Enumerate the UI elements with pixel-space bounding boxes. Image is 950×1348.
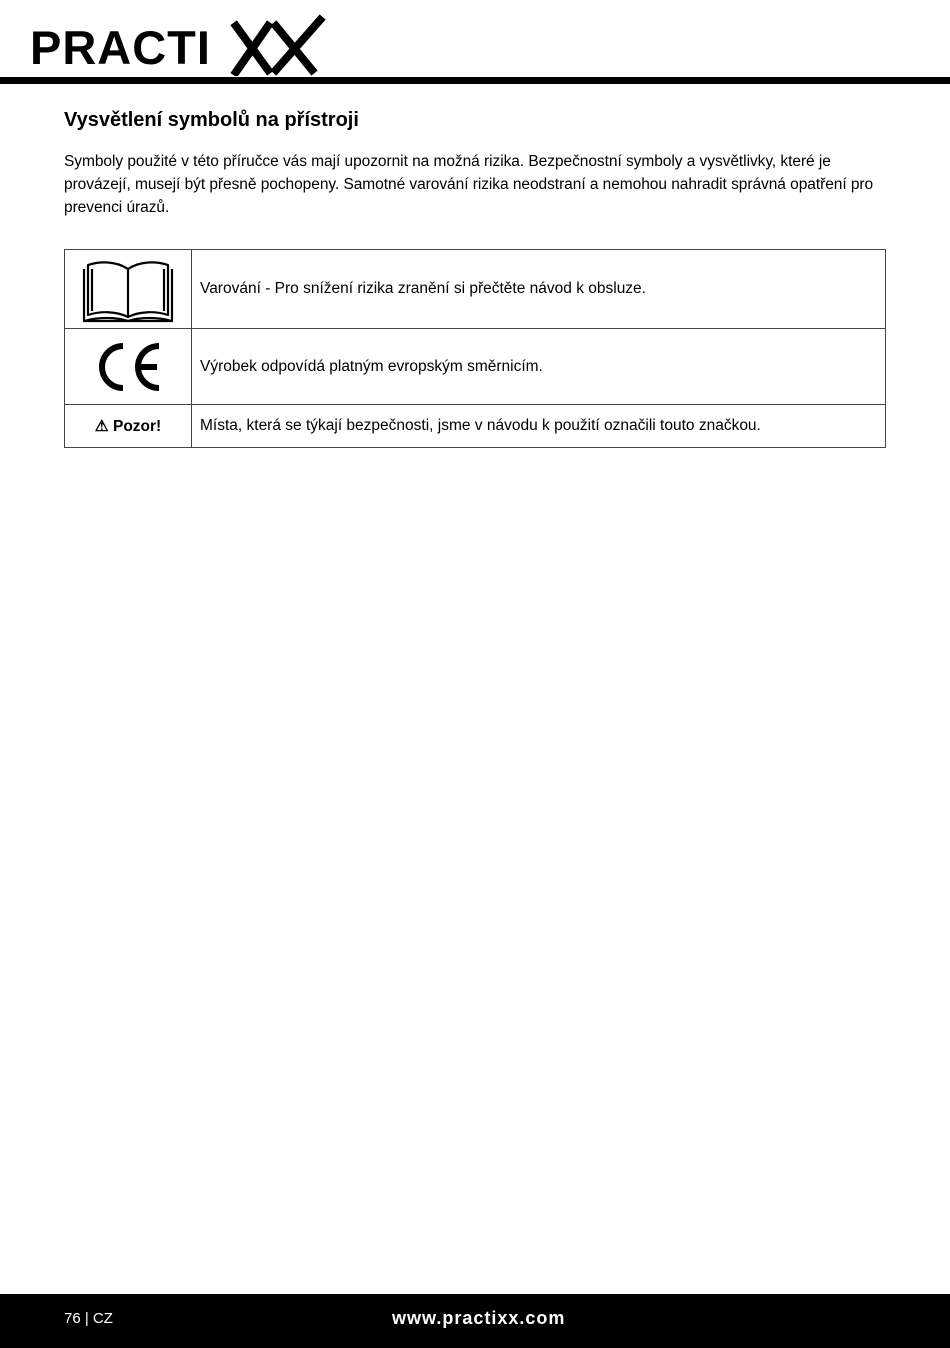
practixx-logo <box>30 14 330 76</box>
symbol-cell <box>65 250 192 329</box>
manual-book-icon <box>80 255 176 323</box>
website-url: www.practixx.com <box>392 1308 566 1328</box>
main-content <box>64 106 886 219</box>
svg-text:PRACTI: PRACTI <box>30 21 211 74</box>
page-header <box>0 0 950 85</box>
symbol-cell <box>65 405 192 448</box>
symbol-description: Varování - Pro snížení rizika zranění si přečtěte návod k obsluze. <box>192 250 886 329</box>
section-title: Vysvětlení symbolů na přístroji <box>64 109 359 131</box>
page-number: 76 | CZ <box>64 1310 113 1327</box>
header-rule <box>0 77 950 84</box>
symbols-table <box>64 249 886 448</box>
table-row <box>65 250 886 329</box>
page-footer <box>0 1294 950 1348</box>
table-row <box>65 329 886 405</box>
table-row <box>65 405 886 448</box>
symbol-description: Místa, která se týkají bezpečnosti, jsme v návodu k použití označili touto značkou. <box>192 405 886 448</box>
symbol-description: Výrobek odpovídá platným evropským směrnicím. <box>192 329 886 405</box>
symbol-cell <box>65 329 192 405</box>
intro-paragraph: Symboly použité v této příručce vás mají upozornit na možná rizika. Bezpečnostní symboly a vysvětlivky, které je provázejí, musejí být přesně pochopeny. Samotné varování rizika neodstraní a nemohou nahradit správná opatření pro prevenci úrazů. <box>64 153 874 216</box>
ce-mark-icon <box>93 342 163 392</box>
warning-label: ⚠ Pozor! <box>94 417 162 435</box>
